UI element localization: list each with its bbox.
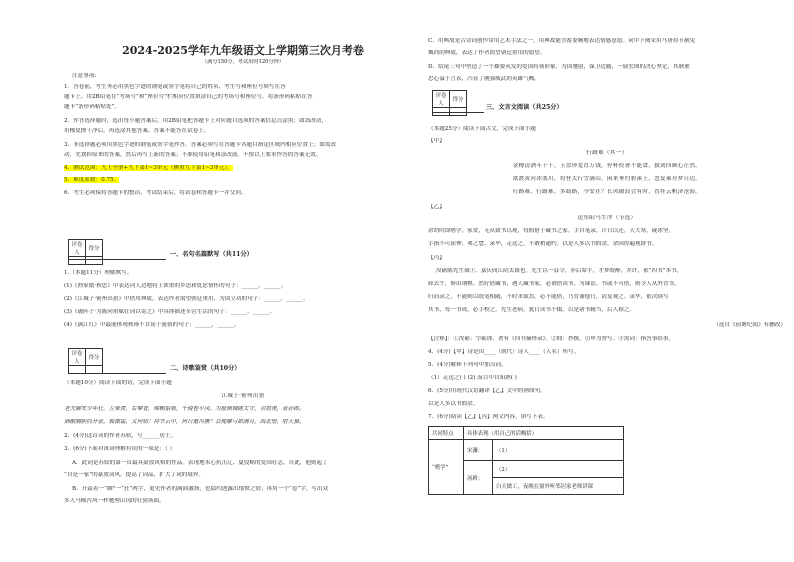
note-line: 动，先划掉原来的答案，然后再写上新的答案；不准使用铅笔和涂改液。不按以上要求作答的答案无效。 <box>64 152 322 158</box>
q1-item: (4)《满江红》中最能体现秋瑾不甘屈于流俗的句子：______，______。 <box>64 322 240 328</box>
table-cell-song: 宋濂： <box>464 440 493 461</box>
poem-line: 行路难，行路难，多歧路，今安在？长风破浪会有时，直挂云帆济沧海。 <box>512 189 702 195</box>
score-label: 得分 <box>450 91 467 108</box>
poem-line: 金樽清酒斗十千，玉盘珍羞直万钱。停杯投箸不能食，拔剑四顾心茫然。 <box>512 163 702 169</box>
q7-table <box>428 426 624 495</box>
q2-stem: 2．(4分)这首词的作者苏轼，号______居士。 <box>64 433 177 439</box>
note-line: 2．作答选择题时，选出每小题答案后，用2B铅笔把答题卡上对应题目选项的答案信息点涂黑；如需改动， <box>64 118 327 124</box>
score-label: 得分 <box>86 240 103 257</box>
note-line: 6．考生必须保持答题卡的整洁。考试结束后，将试卷和答题卡一并交回。 <box>64 190 247 196</box>
note-line: 题卡上。用2B铅笔在“考场号”和“座位号”栏相应位置填涂自己的考场号和座位号。将条形码粘贴在答 <box>64 94 313 100</box>
passage-bing-line: 其书，每一书成，必手校之。先生老病，犹日读书不辍。以是诸书精当，后人称之。 <box>428 307 635 313</box>
score-box <box>68 239 103 265</box>
score-box <box>68 348 103 374</box>
passage-bing-line: 归而录之，不能则以纸笔相随，不时求取焉。必不能借，乃背诵他日，请复观之。录毕，依次缮写 <box>428 294 669 300</box>
score-label: 得分 <box>86 349 103 366</box>
passage-yi-line: 手指不可屈伸，弗之怠。录毕，走送之，不敢稍逾约。以是人多以书假余，余因得遍观群书。 <box>428 241 658 247</box>
q3-option-c-cont: 魏尚的典故，表达了作者渴望朝廷重用的愿望。 <box>428 50 546 56</box>
table-answer-2[interactable]: （2） <box>493 461 624 478</box>
q1-item: (3)《破阵子·为陈同甫赋壮词以寄之》中具体描述军营生活的句子：______，______。 <box>64 309 276 315</box>
q4-stem: 4．(4分)【甲】诗是由____（朝代）诗人____（人名）所写。 <box>428 349 580 355</box>
note-line: 1．答卷前，考生务必用黑色字迹的钢笔或签字笔将自己的姓名、考生号和座位号填写在答 <box>64 84 286 90</box>
q3-option-d-cont: 忠心溢于言表，凸显了刚强威武的英雄气概。 <box>428 76 540 82</box>
poem-title: 江城子·密州出猎 <box>221 393 265 399</box>
note-line: 3．非选择题必须用黑色字迹的钢笔或签字笔作答，答案必须写在答题卡各题目指定区域内相应位置上；如需改 <box>64 142 337 148</box>
q1-item: (1)《渔家傲·秋思》中表达词人边地将士浓重的乡思和忧虑情怀的句子：______，______。 <box>64 283 287 289</box>
grader-label: 评卷人 <box>69 240 86 257</box>
q3-option-b: B．开篇着一“聊”一“狂”两字，更见作者的满面激扬，也隐约透露出郁愤之情；再用一个“卷”字，写出众 <box>72 486 329 492</box>
poem-line: 老夫聊发少年狂，左牵黄，右擎苍，锦帽貂裘，千骑卷平冈。为报倾城随太守，亲射虎，看孙郎。 <box>64 406 305 412</box>
q6-sentence: 以是人多以书假余。 <box>428 401 479 407</box>
q5-items: （1）走送之( ) (2) 而目中自知熟( ) <box>428 375 517 381</box>
q5-stem: 5．(4分)解释下列句中加点词。 <box>428 362 507 368</box>
passage-bing-line: 卸去午，修由钢棋。然好借藏书，遇人藏书家，必谓借读书，为谏讼。书或不可借，则令人从外背书， <box>428 281 680 287</box>
note-scope: 4．测试范围：九上全册+九下第1~3单元（侧重九下第1~3单元）。 <box>64 165 233 171</box>
poem-line: 酒酣胸胆尚开张，鬓微霜，又何妨！持节云中，何日遣冯唐？会挽雕弓如满月，西北望，射天狼。 <box>64 419 305 425</box>
q3-stem: 3．(6分)下面对该词理解有误的一项是：（ ） <box>64 446 176 452</box>
table-answer-1[interactable]: （1） <box>493 440 624 461</box>
section2-intro: （本题10分）阅读下面的诗，完成下面小题 <box>64 380 172 386</box>
passage-bing-source: （选自《前塘纪闻》有删改） <box>713 322 786 328</box>
note-difficulty: 5．难度系数：0.75。 <box>64 177 120 183</box>
right-column <box>428 0 786 562</box>
exam-subtitle: （满分150分，考试用时120分钟） <box>201 59 285 65</box>
annotation: 【注释】：①汝砺：字砺锋，著有《四书摘绎录》。②佣：抄撰，引申为誊写。③需词：指答事给事。 <box>428 336 675 342</box>
table-cell-given: 白天做工，夜晚在窗外听邻居家老师讲课 <box>493 478 624 495</box>
note-line: 题卡“条形码粘贴处”。 <box>64 104 121 110</box>
grader-label: 评卷人 <box>69 349 86 366</box>
table-cell-tang: 汤殿： <box>464 461 493 495</box>
exam-title: 2024-2025学年九年级语文上学期第三次月考卷 <box>122 44 364 57</box>
section1-title: 一、名句名篇默写（共11分） <box>170 251 253 258</box>
q6-stem: 6．(5分)用现代汉语翻译【乙】文中的画线句。 <box>428 388 546 394</box>
q3-option-a-cont: “自是一家”的豪放词风，提高了词品，扩大了词的境界。 <box>64 472 204 478</box>
passage-bing-label: 【丙】 <box>428 255 445 261</box>
poem-title: 行路难（其一） <box>586 150 628 156</box>
q3-option-c: C．用典故是古诗词创作常用艺术手法之一，用典故能含蓄委婉地表达情感意愿。词中下阕采用马唐持节赦免 <box>428 38 696 44</box>
passage-yi-line: 余幼时即嗜学。家贫，无从致书以观，每假借于藏书之家，手自笔录，计日以还。天大寒，砚冰坚， <box>428 228 675 234</box>
divider <box>68 259 166 260</box>
q1-stem: 1.（本题11分）理解默写。 <box>64 270 133 276</box>
section2-title: 二、诗歌鉴赏（共10分） <box>170 365 241 372</box>
table-header: 共同特点 <box>429 427 464 440</box>
table-header: 具体表现（用自己的话概括） <box>464 427 624 440</box>
poem-line: 欲渡黄河冰塞川，将登太行雪满山。闲来垂钓碧溪上，忽复乘舟梦日边。 <box>512 176 702 182</box>
passage-yi-label: 【乙】 <box>428 204 445 210</box>
grader-label: 评卷人 <box>433 91 450 108</box>
q3-option-a: A．此词是苏轼的第一首最具豪放风格的作品。表现地未心抗击辽、夏侵略的爱国壮志，自此，他则起了 <box>72 460 328 466</box>
passage-bing-line: 汝砺陈先生璜①，嘉庆间江阴太镇也。先生以一县令，亦后席半，才梦皎醉，并许，依“四书”本书， <box>436 268 683 274</box>
table-row-head: “嗜学” <box>429 440 464 495</box>
q1-item: (2)《江城子·密州出猎》中借用典故，表达作者渴望朝廷重用、为国立功的句子：______，______。 <box>64 296 309 302</box>
q7-stem: 7．(6分)阅读【乙】【丙】两文内容，填写下表。 <box>428 414 549 420</box>
left-column <box>64 0 422 562</box>
section3-intro: （本题25分）阅读下面古文，完成下面小题 <box>428 126 536 132</box>
passage-jia-label: 【甲】 <box>428 138 445 144</box>
section3-title: 三、文言文阅读（共25分） <box>486 104 563 111</box>
divider <box>68 373 166 374</box>
note-line: 用橡皮擦干净后，再选涂其他答案。答案不能答在试卷上。 <box>64 128 210 134</box>
passage-yi-title: 送东阳马生序（节选） <box>577 215 637 221</box>
q3-option-d: D．结尾三句中塑造了一个雄姿英发的爱国将领形象，为国驰射，保卫边疆，一展宏图的决心坚定，其耿耿 <box>428 64 690 70</box>
divider <box>432 112 484 113</box>
notes-header: 注意事项: <box>72 73 97 79</box>
q3-option-b-cont: 多人马倾泻风一样驰骋山冈的壮猎场面。 <box>64 498 165 504</box>
